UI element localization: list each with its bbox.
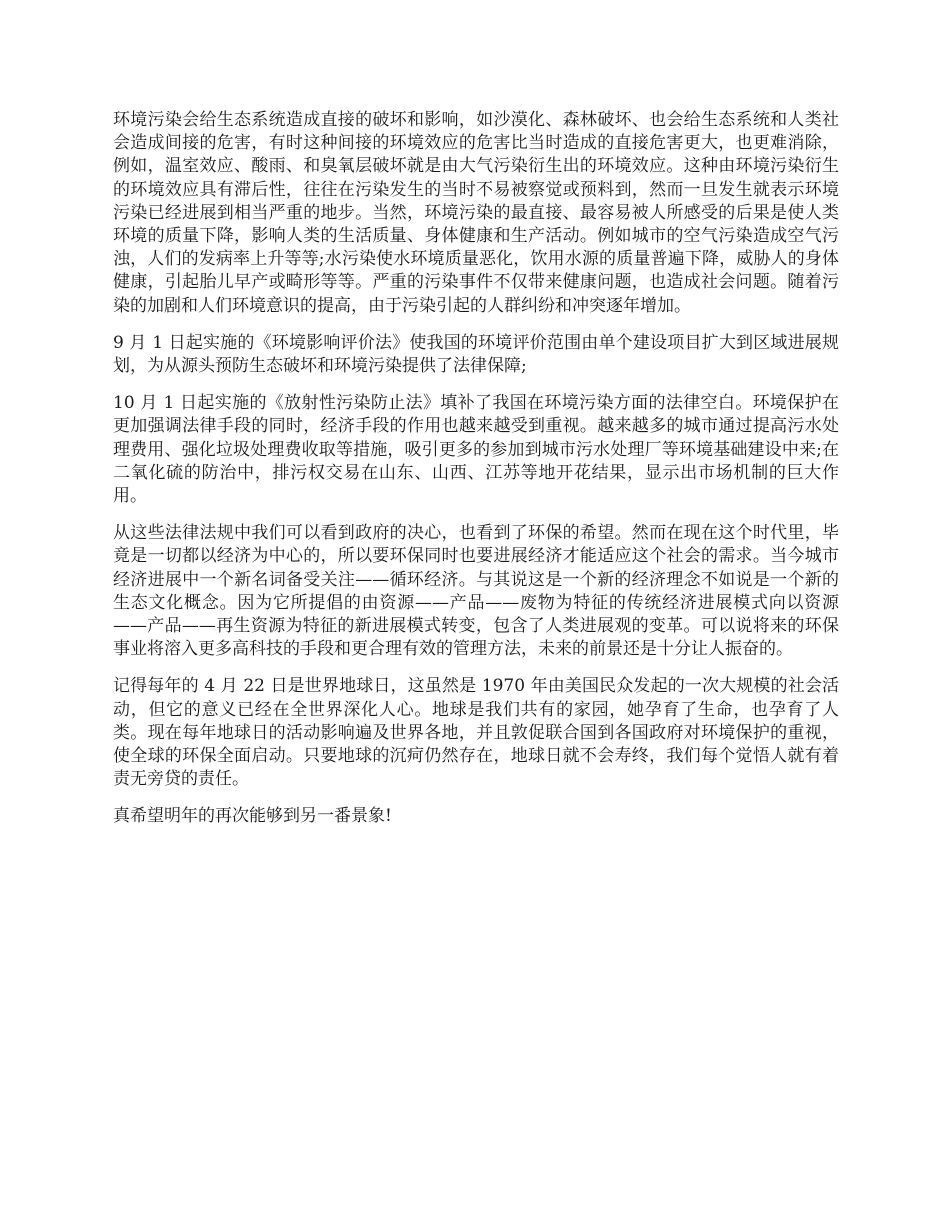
- paragraph-earth-day: 记得每年的 4 月 22 日是世界地球日，这虽然是 1970 年由美国民众发起的一次大规模的社会活动，但它的意义已经在全世界深化人心。地球是我们共有的家园，她孕育了生命，也孕育了人类。现在每年地球日的活动影响遍及世界各地，并且敦促联合国到各国政府对环境保护的重视，使全球的环保全面启动。只要地球的沉疴仍然存在，地球日就不会寿终，我们每个觉悟人就有着责无旁贷的责任。: [113, 676, 839, 790]
- paragraph-pollution-effects: 环境污染会给生态系统造成直接的破坏和影响，如沙漠化、森林破坏、也会给生态系统和人类社会造成间接的危害，有时这种间接的环境效应的危害比当时造成的直接危害更大，也更难消除，例如，温室效应、酸雨、和臭氧层破坏就是由大气污染衍生出的环境效应。这种由环境污染衍生的环境效应具有滞后性，往往在污染发生的当时不易被察觉或预料到，然而一旦发生就表示环境污染已经进展到相当严重的地步。当然，环境污染的最直接、最容易被人所感受的后果是使人类环境的质量下降，影响人类的生活质量、身体健康和生产活动。例如城市的空气污染造成空气污浊，人们的发病率上升等等;水污染使水环境质量恶化，饮用水源的质量普遍下降，威胁人的身体健康，引起胎儿早产或畸形等等。严重的污染事件不仅带来健康问题，也造成社会问题。随着污染的加剧和人们环境意识的提高，由于污染引起的人群纠纷和冲突逐年增加。: [113, 110, 839, 316]
- document-body: [113, 109, 839, 843]
- paragraph-closing: 真希望明年的再次能够到另一番景象!: [113, 806, 392, 827]
- paragraph-circular-economy: 从这些法律法规中我们可以看到政府的决心，也看到了环保的希望。然而在现在这个时代里，毕竟是一切都以经济为中心的，所以要环保同时也要进展经济才能适应这个社会的需求。当今城市经济进展中一个新名词备受关注——循环经济。与其说这是一个新的经济理念不如说是一个新的生态文化概念。因为它所提倡的由资源——产品——废物为特征的传统经济进展模式向以资源——产品——再生资源为特征的新进展模式转变，包含了人类进展观的变革。可以说将来的环保事业将溶入更多高科技的手段和更合理有效的管理方法，未来的前景还是十分让人振奋的。: [113, 523, 839, 660]
- paragraph-eia-law: 9 月 1 日起实施的《环境影响评价法》使我国的环境评价范围由单个建设项目扩大到区域进展规划，为从源头预防生态破坏和环境污染提供了法律保障;: [113, 332, 839, 377]
- paragraph-radiation-law: 10 月 1 日起实施的《放射性污染防止法》填补了我国在环境污染方面的法律空白。环境保护在更加强调法律手段的同时，经济手段的作用也越来越受到重视。越来越多的城市通过提高污水处理费用、强化垃圾处理费收取等措施，吸引更多的参加到城市污水处理厂等环境基础建设中来;在二氧化硫的防治中，排污权交易在山东、山西、江苏等地开花结果，显示出市场机制的巨大作用。: [113, 393, 839, 507]
